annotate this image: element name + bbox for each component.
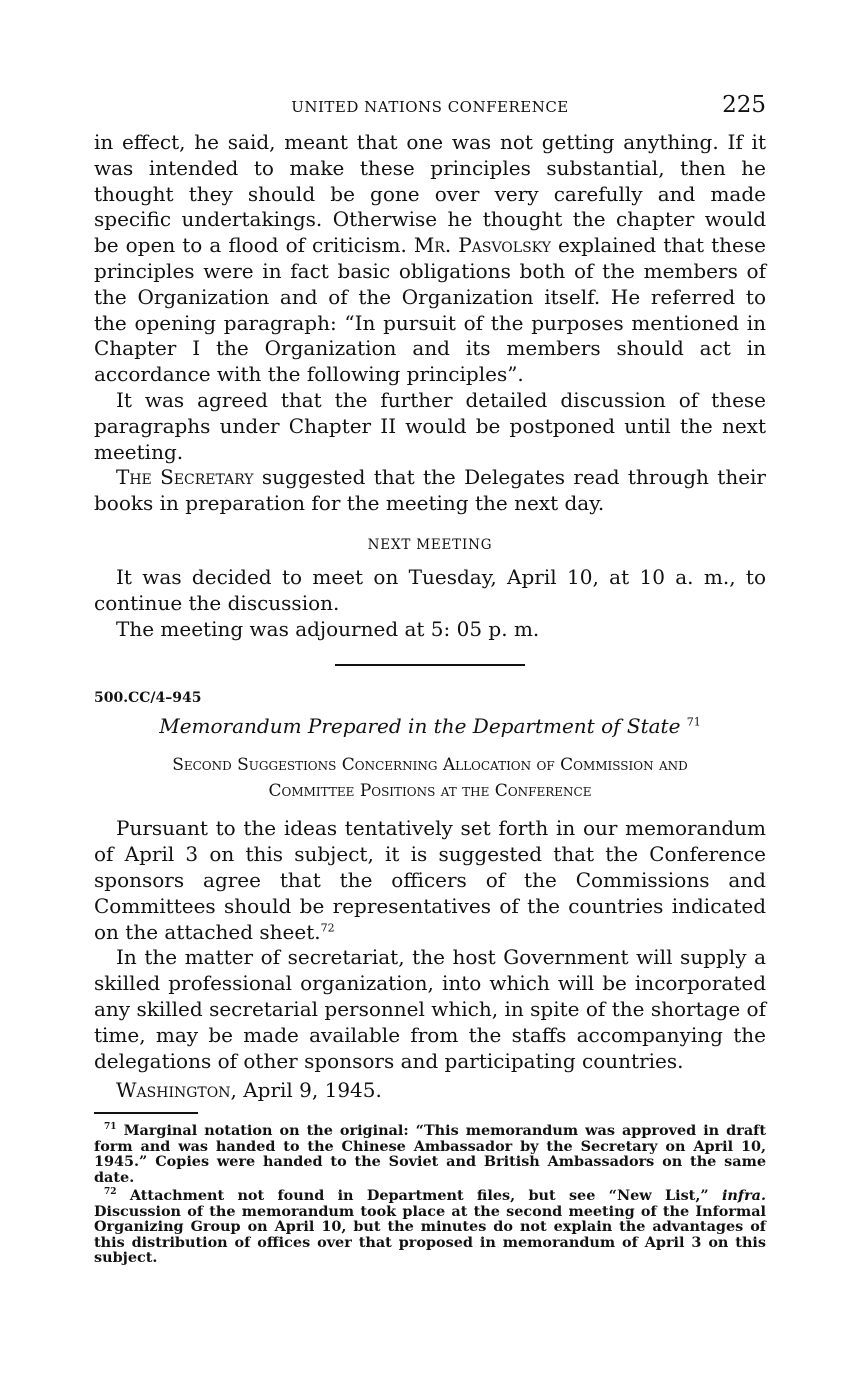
running-head bbox=[94, 92, 766, 122]
footnote-text: Attachment not found in Department files, but see “New List,” bbox=[116, 1187, 722, 1205]
footnote-ref: 71 bbox=[686, 715, 701, 729]
footnote-text: Discussion of the memorandum took place at the second meeting of the Informal Organizing Group on April 10, but the minutes do not explain the advantages of this distribution of offices over that proposed in memorandum of April 3 on this subject. bbox=[94, 1202, 766, 1267]
footnote-rule bbox=[94, 1112, 198, 1114]
memo-subtitle-line: Committee Positions at the Conference bbox=[268, 781, 592, 802]
paragraph-continued bbox=[94, 130, 766, 388]
memo-subtitle bbox=[94, 752, 766, 804]
paragraph-text: suggested that the Delegates read through their books in preparation for the meeting the next day. bbox=[94, 465, 766, 516]
footnote-mark: 72 bbox=[104, 1187, 117, 1198]
paragraph-agreement: It was agreed that the further detailed discussion of these paragraphs under Chapter II would be postponed until the next meeting. bbox=[94, 387, 766, 464]
speaker-name: The Secretary bbox=[116, 465, 254, 490]
speaker-name: Mr. Pasvolsky bbox=[413, 233, 551, 258]
footnote-mark: 71 bbox=[104, 1122, 117, 1133]
page-number: 225 bbox=[722, 92, 766, 118]
footnote-text: Marginal notation on the original: “This memorandum was approved in draft form and was handed to the Chinese Ambassador by the Secretary on April 10, 1945.” Copies were handed to the Soviet and British Ambassadors on the same date. bbox=[94, 1121, 766, 1186]
paragraph-text: Pursuant to the ideas tentatively set forth in our memorandum of April 3 on this subject, it is suggested that the Conference sponsors agree that the officers of the Commissions and Committees should be representatives of the countries indicated on the attached sheet. bbox=[94, 816, 766, 944]
memo-paragraph-2: In the matter of secretariat, the host Government will supply a skilled professional organization, into which will be incorporated any skilled secretarial personnel which, in spite of the shortage of time, may be made available from the staffs accompanying the delegations of other sponsors and participating countries. bbox=[94, 945, 766, 1073]
memo-title-text: Memorandum Prepared in the Department of State bbox=[159, 714, 681, 739]
document-page bbox=[94, 92, 766, 1266]
running-title: UNITED NATIONS CONFERENCE bbox=[291, 98, 569, 116]
memo-paragraph-1 bbox=[94, 816, 766, 945]
footnote-71 bbox=[94, 1120, 766, 1185]
section-divider bbox=[335, 664, 525, 666]
file-number: 500.CC/4–945 bbox=[94, 690, 202, 707]
signoff-date: , April 9, 1945. bbox=[230, 1078, 382, 1103]
section-heading-next-meeting: NEXT MEETING bbox=[367, 536, 493, 553]
paragraph-adjourned: The meeting was adjourned at 5: 05 p. m. bbox=[116, 616, 540, 641]
footnote-italic: infra. bbox=[721, 1187, 766, 1205]
footnote-ref: 72 bbox=[320, 920, 335, 934]
memo-signoff bbox=[94, 1078, 766, 1104]
memo-title bbox=[94, 714, 766, 738]
memo-subtitle-line: Second Suggestions Concerning Allocation of Commission and bbox=[172, 755, 688, 776]
paragraph-next-meeting: It was decided to meet on Tuesday, April 10, at 10 a. m., to continue the discussion. bbox=[94, 564, 766, 615]
paragraph-text: explained that these principles were in fact basic obligations both of the members of the Organization and of the Organization itself. He referred to the opening paragraph: “In pursuit of the purposes mentioned in Chapter I the Organization and its members should act in accordance with the following principles”. bbox=[94, 233, 766, 387]
signoff-place: Washington bbox=[116, 1078, 231, 1103]
paragraph-text: in effect, he said, meant that one was not getting anything. If it was intended to make these principles substantial, then he thought they should be gone over very carefully and made specific undertakings. Otherwise he thought the chapter would be open to a flood of criticism. bbox=[94, 130, 766, 258]
paragraph-secretary bbox=[94, 465, 766, 517]
footnote-72 bbox=[94, 1185, 766, 1266]
